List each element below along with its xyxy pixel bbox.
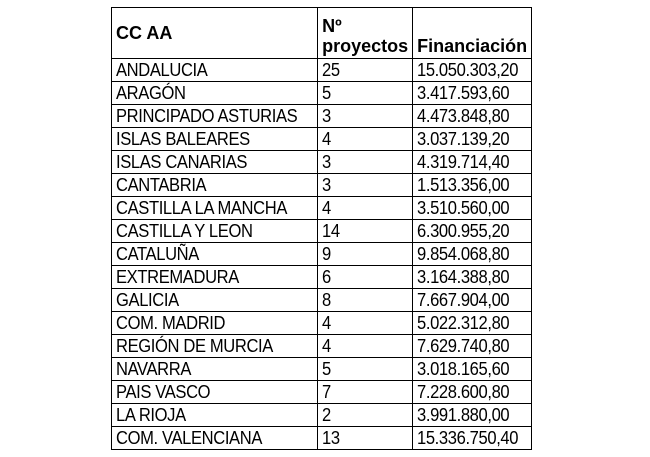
- table-row: [112, 220, 532, 243]
- cell-region: [112, 289, 318, 312]
- cell-region: [112, 197, 318, 220]
- cell-region-text: ISLAS BALEARES: [116, 129, 250, 149]
- table-row: [112, 381, 532, 404]
- cell-region-text: EXTREMADURA: [116, 267, 239, 287]
- cell-projects: [318, 289, 413, 312]
- cell-projects: [318, 335, 413, 358]
- cell-projects: [318, 381, 413, 404]
- cell-projects: [318, 59, 413, 82]
- table-row: [112, 82, 532, 105]
- cell-funding-text: 3.510.560,00: [417, 198, 510, 218]
- funding-table-container: [111, 7, 532, 450]
- header-funding: Financiación: [413, 8, 532, 59]
- cell-funding: [413, 220, 532, 243]
- cell-projects: [318, 220, 413, 243]
- cell-funding: [413, 82, 532, 105]
- cell-region-text: LA RIOJA: [116, 405, 186, 425]
- header-projects-line2: proyectos: [322, 36, 409, 56]
- cell-projects-text: 2: [322, 405, 331, 425]
- cell-funding: [413, 243, 532, 266]
- cell-funding: [413, 59, 532, 82]
- cell-funding: [413, 128, 532, 151]
- funding-table: [111, 7, 532, 450]
- cell-region: [112, 427, 318, 450]
- table-row: [112, 404, 532, 427]
- cell-projects: [318, 266, 413, 289]
- table-row: [112, 427, 532, 450]
- header-projects: [318, 8, 413, 59]
- cell-projects-text: 9: [322, 244, 331, 264]
- cell-region-text: ISLAS CANARIAS: [116, 152, 248, 172]
- cell-projects: [318, 243, 413, 266]
- cell-funding-text: 7.228.600,80: [417, 382, 510, 402]
- cell-projects-text: 5: [322, 83, 331, 103]
- cell-region: [112, 59, 318, 82]
- cell-projects: [318, 358, 413, 381]
- cell-projects: [318, 151, 413, 174]
- cell-funding-text: 3.018.165,60: [417, 359, 510, 379]
- cell-funding: [413, 381, 532, 404]
- cell-funding: [413, 197, 532, 220]
- cell-funding: [413, 427, 532, 450]
- cell-projects: [318, 404, 413, 427]
- cell-funding: [413, 174, 532, 197]
- cell-funding-text: 4.319.714,40: [417, 152, 510, 172]
- cell-funding-text: 9.854.068,80: [417, 244, 510, 264]
- header-region: CC AA: [112, 8, 318, 59]
- cell-region: [112, 105, 318, 128]
- cell-region-text: NAVARRA: [116, 359, 192, 379]
- cell-projects-text: 4: [322, 313, 331, 333]
- cell-region-text: CATALUÑA: [116, 244, 199, 264]
- cell-funding-text: 7.667.904,00: [417, 290, 510, 310]
- cell-funding-text: 3.991.880,00: [417, 405, 510, 425]
- cell-projects-text: 4: [322, 129, 331, 149]
- cell-funding: [413, 358, 532, 381]
- cell-projects: [318, 128, 413, 151]
- cell-funding-text: 3.037.139,20: [417, 129, 510, 149]
- cell-funding: [413, 312, 532, 335]
- cell-region: [112, 312, 318, 335]
- cell-funding-text: 3.164.388,80: [417, 267, 510, 287]
- cell-region-text: COM. MADRID: [116, 313, 226, 333]
- table-row: [112, 59, 532, 82]
- cell-funding-text: 15.336.750,40: [417, 428, 519, 448]
- table-row: [112, 243, 532, 266]
- table-row: [112, 128, 532, 151]
- cell-projects: [318, 82, 413, 105]
- header-row: [112, 8, 532, 59]
- cell-region: [112, 174, 318, 197]
- cell-projects: [318, 174, 413, 197]
- cell-region-text: REGIÓN DE MURCIA: [116, 336, 273, 356]
- table-row: [112, 266, 532, 289]
- cell-region: [112, 151, 318, 174]
- cell-funding: [413, 335, 532, 358]
- cell-region-text: COM. VALENCIANA: [116, 428, 263, 448]
- cell-region: [112, 404, 318, 427]
- cell-projects: [318, 197, 413, 220]
- table-row: [112, 174, 532, 197]
- cell-projects-text: 7: [322, 382, 331, 402]
- cell-region-text: CASTILLA Y LEON: [116, 221, 253, 241]
- cell-funding-text: 4.473.848,80: [417, 106, 510, 126]
- cell-region-text: PRINCIPADO ASTURIAS: [116, 106, 298, 126]
- table-row: [112, 312, 532, 335]
- cell-projects-text: 4: [322, 198, 331, 218]
- table-header: [112, 8, 532, 59]
- cell-funding-text: 1.513.356,00: [417, 175, 510, 195]
- cell-funding: [413, 266, 532, 289]
- cell-projects-text: 25: [322, 60, 340, 80]
- table-row: [112, 105, 532, 128]
- cell-projects: [318, 312, 413, 335]
- cell-region-text: CASTILLA LA MANCHA: [116, 198, 288, 218]
- cell-funding: [413, 151, 532, 174]
- cell-funding: [413, 404, 532, 427]
- cell-projects-text: 14: [322, 221, 340, 241]
- cell-projects-text: 3: [322, 175, 331, 195]
- cell-funding-text: 7.629.740,80: [417, 336, 510, 356]
- cell-funding-text: 3.417.593,60: [417, 83, 510, 103]
- cell-region: [112, 128, 318, 151]
- cell-projects-text: 5: [322, 359, 331, 379]
- table-row: [112, 151, 532, 174]
- cell-region: [112, 335, 318, 358]
- header-projects-line1: Nº: [322, 16, 342, 36]
- cell-region: [112, 220, 318, 243]
- cell-projects: [318, 105, 413, 128]
- cell-region: [112, 243, 318, 266]
- table-row: [112, 358, 532, 381]
- cell-projects-text: 3: [322, 106, 331, 126]
- cell-region-text: GALICIA: [116, 290, 179, 310]
- cell-region-text: CANTABRIA: [116, 175, 207, 195]
- cell-projects-text: 8: [322, 290, 331, 310]
- table-body: [112, 59, 532, 450]
- cell-projects-text: 6: [322, 267, 331, 287]
- cell-funding: [413, 289, 532, 312]
- table-row: [112, 289, 532, 312]
- cell-region-text: ARAGÓN: [116, 83, 186, 103]
- cell-projects-text: 4: [322, 336, 331, 356]
- cell-projects-text: 3: [322, 152, 331, 172]
- cell-funding-text: 6.300.955,20: [417, 221, 510, 241]
- cell-region: [112, 381, 318, 404]
- cell-region: [112, 358, 318, 381]
- cell-projects-text: 13: [322, 428, 340, 448]
- cell-funding: [413, 105, 532, 128]
- cell-region: [112, 82, 318, 105]
- cell-region-text: PAIS VASCO: [116, 382, 211, 402]
- cell-funding-text: 15.050.303,20: [417, 60, 519, 80]
- cell-region-text: ANDALUCIA: [116, 60, 208, 80]
- cell-projects: [318, 427, 413, 450]
- table-row: [112, 335, 532, 358]
- cell-funding-text: 5.022.312,80: [417, 313, 510, 333]
- cell-region: [112, 266, 318, 289]
- table-row: [112, 197, 532, 220]
